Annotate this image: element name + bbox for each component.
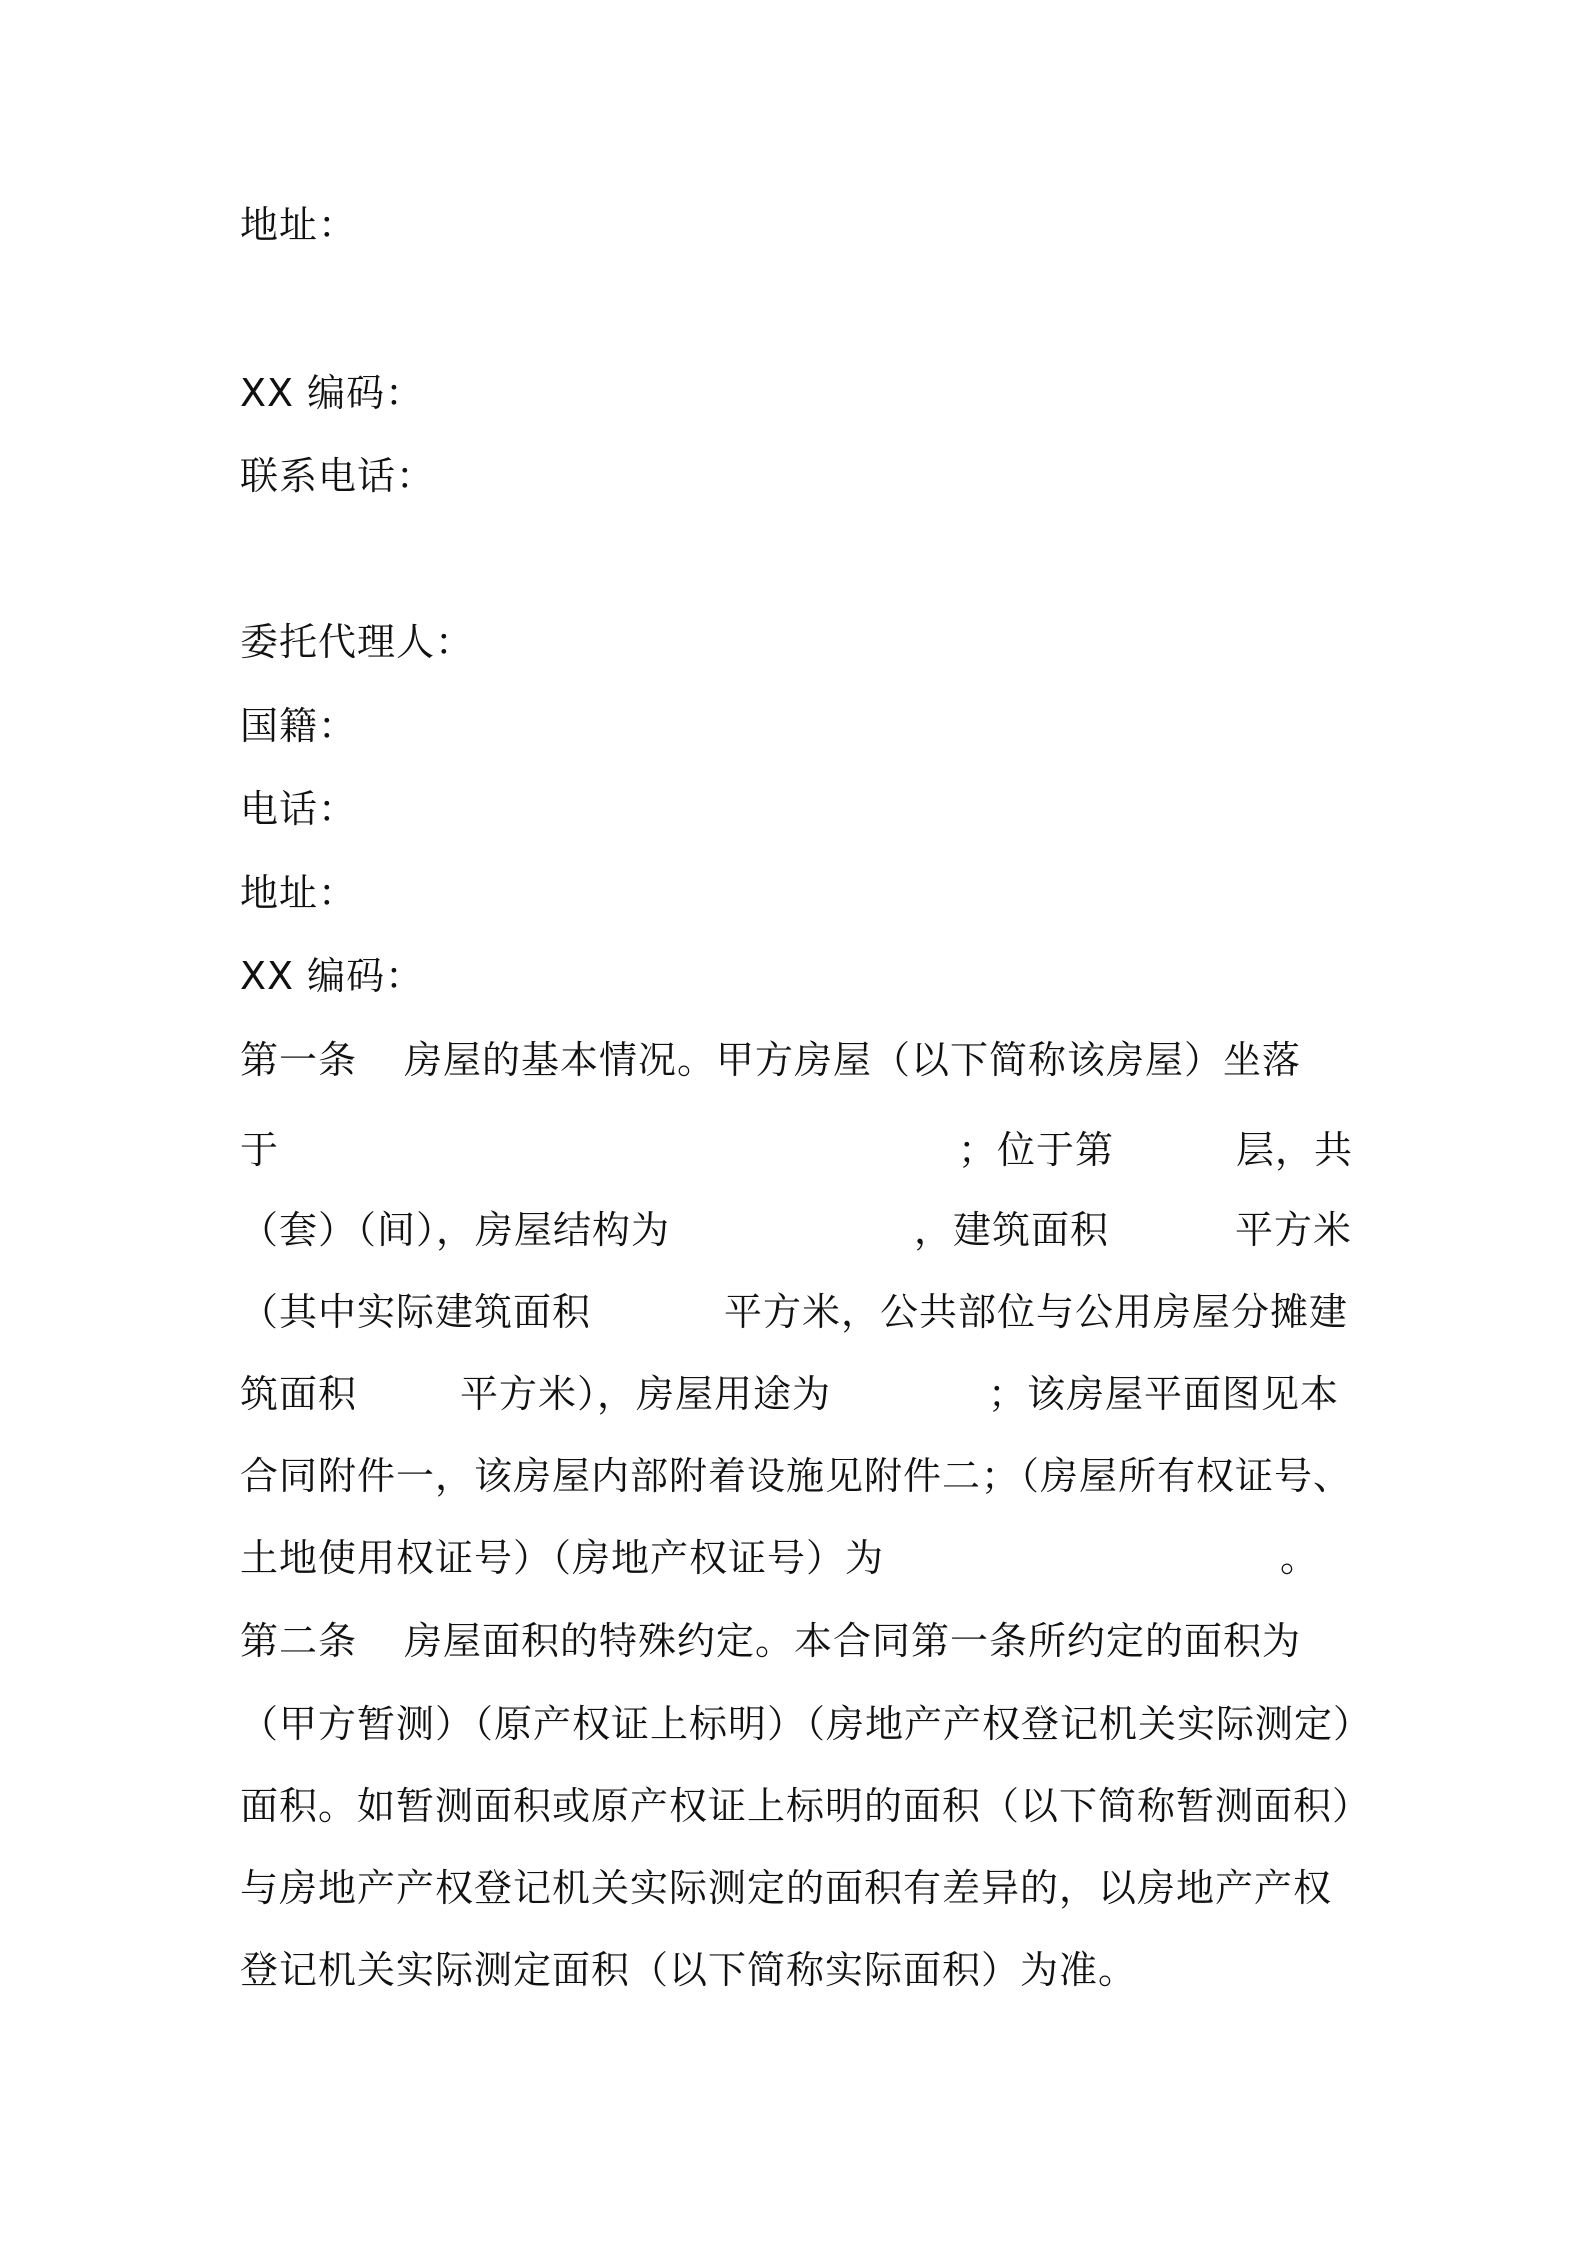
article1-line4: （其中实际建筑面积 平方米，公共部位与公用房屋分摊建	[240, 1290, 1349, 1334]
article2-line2: （甲方暂测）（原产权证上标明）（房地产产权登记机关实际测定）	[240, 1702, 1373, 1746]
agent-address-label: 地址：	[240, 871, 358, 915]
article1-line5: 筑面积 平方米），房屋用途为 ；该房屋平面图见本	[240, 1372, 1340, 1416]
article1-heading: 第一条	[240, 1038, 358, 1082]
article1-title: 房屋的基本情况。甲方房屋（以下简称该房屋）坐落	[404, 1038, 1302, 1082]
article2-heading: 第二条	[240, 1619, 358, 1663]
article2-line3: 面积。如暂测面积或原产权证上标明的面积（以下简称暂测面积）	[240, 1784, 1372, 1828]
article1-line3: （套）（间），房屋结构为 ，建筑面积 平方米	[240, 1208, 1353, 1252]
phone-label: 联系电话：	[240, 454, 436, 498]
article2-line4: 与房地产产权登记机关实际测定的面积有差异的，以房地产产权	[240, 1866, 1333, 1910]
article1-line2: 于 ；位于第 层，共	[240, 1128, 1354, 1172]
article1-line7: 土地使用权证号）（房地产权证号）为 。	[240, 1536, 1320, 1580]
address-label: 地址：	[240, 203, 358, 247]
agent-label: 委托代理人：	[240, 620, 475, 664]
article1-line6: 合同附件一，该房屋内部附着设施见附件二；（房屋所有权证号、	[240, 1454, 1353, 1498]
postcode-label: XX 编码：	[240, 371, 425, 415]
agent-phone-label: 电话：	[240, 787, 358, 831]
article2-title: 房屋面积的特殊约定。本合同第一条所约定的面积为	[404, 1619, 1302, 1663]
agent-postcode-label: XX 编码：	[240, 954, 425, 998]
article2-line5: 登记机关实际测定面积（以下简称实际面积）为准。	[240, 1948, 1138, 1992]
nationality-label: 国籍：	[240, 704, 358, 748]
